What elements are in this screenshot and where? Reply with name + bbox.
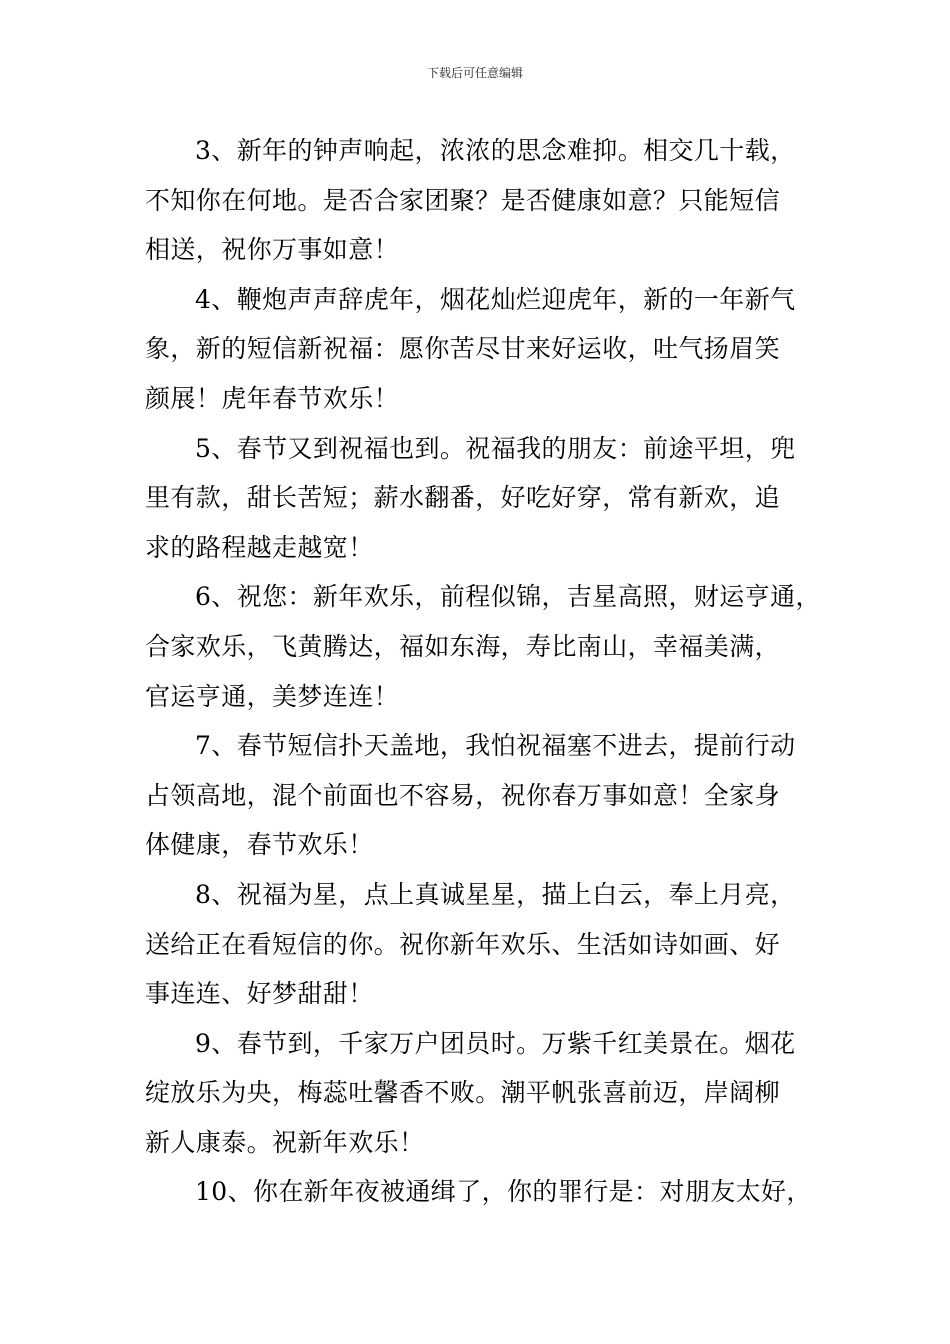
text-line: 绽放乐为央，梅蕊吐馨香不败。潮平帆张喜前迈，岸阔柳 (145, 1078, 781, 1108)
text-line: 6、祝您：新年欢乐，前程似锦，吉星高照，财运亨通， (195, 582, 821, 612)
text-line: 3、新年的钟声响起，浓浓的思念难抑。相交几十载， (195, 136, 796, 165)
text-line: 新人康泰。祝新年欢乐！ (145, 1127, 425, 1157)
paragraph-10 (145, 1167, 810, 1217)
text-line: 事连连、好梦甜甜！ (145, 979, 374, 1009)
paragraph-7 (145, 721, 810, 870)
text-line: 7、春节短信扑天盖地，我怕祝福塞不进去，提前行动 (195, 731, 796, 761)
text-line: 颜展！虎年春节欢乐！ (145, 383, 400, 413)
document-body (145, 126, 821, 1217)
paragraph-8 (145, 870, 810, 1019)
text-line: 10、你在新年夜被通缉了，你的罪行是：对朋友太好， (195, 1177, 812, 1207)
text-line: 不知你在何地。是否合家团聚？是否健康如意？只能短信 (145, 185, 781, 215)
paragraph-5 (145, 424, 810, 573)
page-header: 下载后可任意编辑 (426, 66, 523, 80)
text-line: 合家欢乐，飞黄腾达，福如东海，寿比南山，幸福美满， (145, 631, 781, 661)
paragraph-3 (145, 126, 810, 275)
text-line: 官运亨通，美梦连连！ (145, 681, 400, 711)
paragraph-6 (145, 572, 821, 721)
text-line: 8、祝福为星，点上真诚星星，描上白云，奉上月亮， (195, 879, 796, 909)
text-line: 里有款，甜长苦短；薪水翻番，好吃好穿，常有新欢，追 (145, 483, 781, 513)
text-line: 9、春节到，千家万户团员时。万紫千红美景在。烟花 (195, 1028, 796, 1058)
text-line: 5、春节又到祝福也到。祝福我的朋友：前途平坦，兜 (195, 433, 796, 463)
text-line: 体健康，春节欢乐！ (145, 830, 374, 860)
text-line: 4、鞭炮声声辞虎年，烟花灿烂迎虎年，新的一年新气 (195, 284, 796, 314)
text-line: 求的路程越走越宽！ (145, 532, 374, 562)
text-line: 送给正在看短信的你。祝你新年欢乐、生活如诗如画、好 (145, 929, 781, 959)
paragraph-4 (145, 275, 810, 424)
text-line: 象，新的短信新祝福：愿你苦尽甘来好运收，吐气扬眉笑 (145, 334, 781, 364)
paragraph-9 (145, 1019, 810, 1168)
text-line: 占领高地，混个前面也不容易，祝你春万事如意！全家身 (145, 780, 781, 810)
text-line: 相送，祝你万事如意！ (145, 235, 400, 265)
